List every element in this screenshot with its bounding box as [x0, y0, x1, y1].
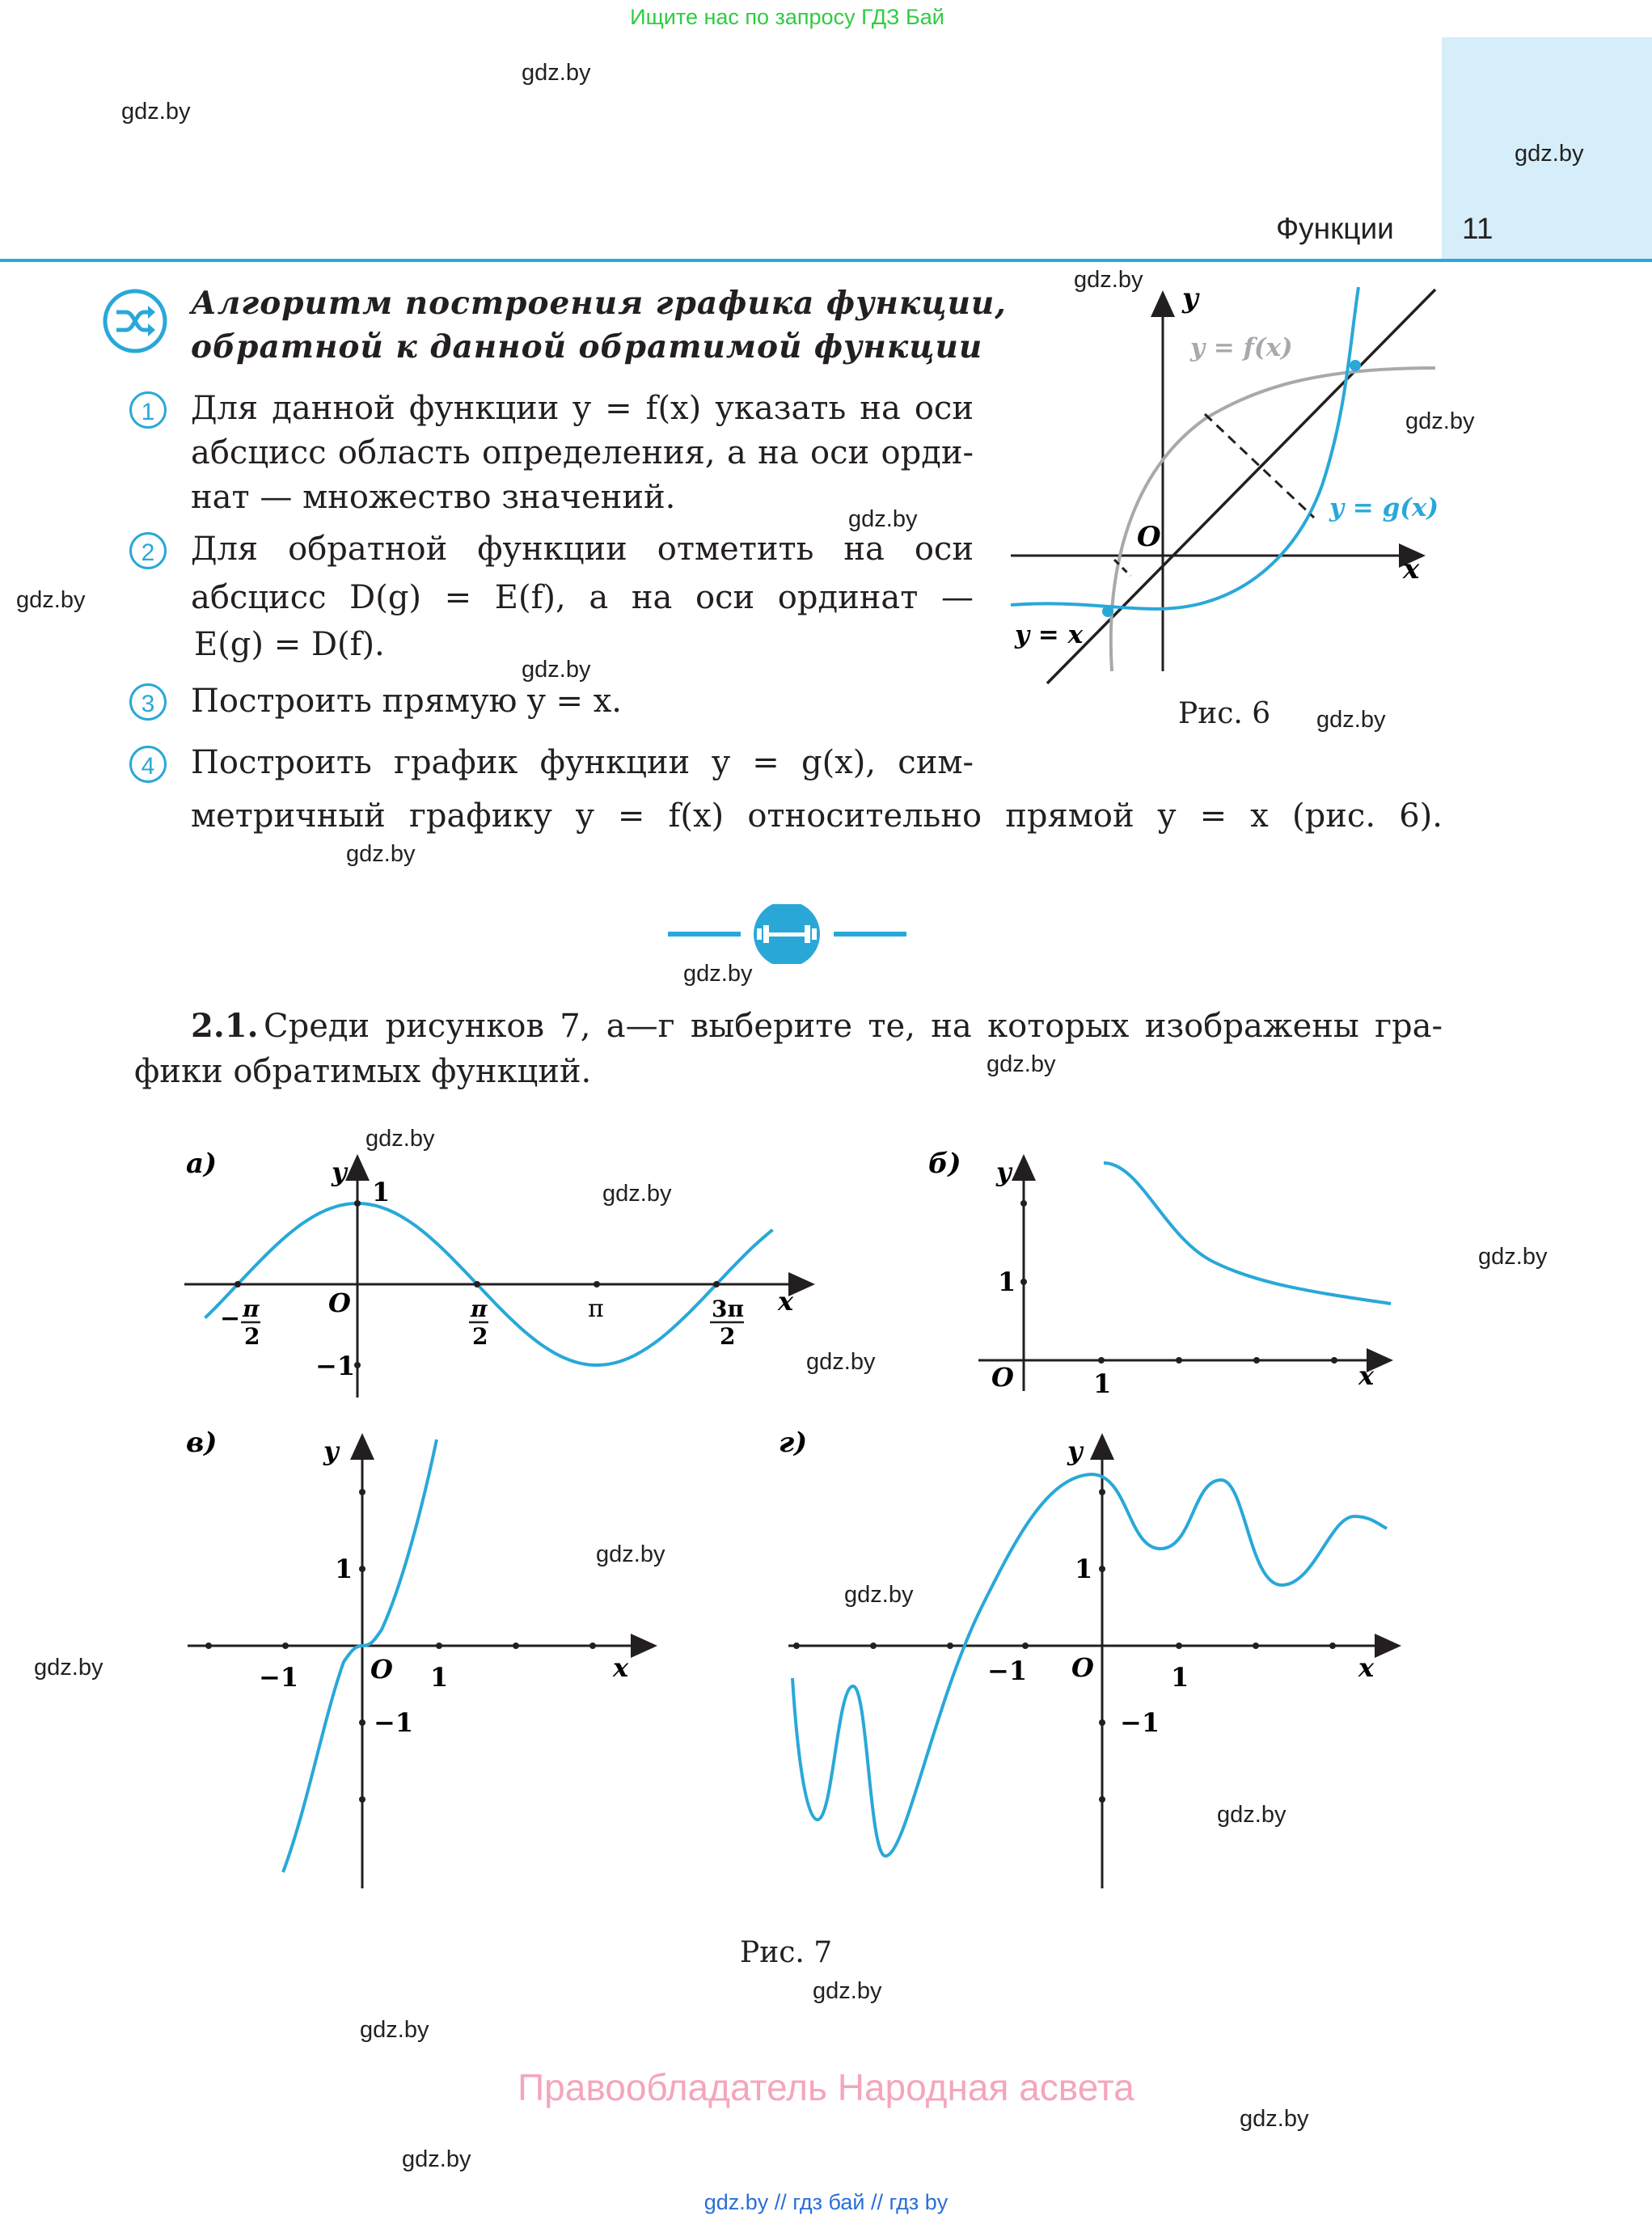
exercise-text: Среди рисунков 7, а—г выберите те, на которых изображены гра-	[264, 1008, 1443, 1045]
watermark: gdz.by	[806, 1349, 876, 1375]
panel-label: г)	[779, 1427, 808, 1459]
tick-1: 1	[372, 1177, 391, 1207]
tick-minus-1-y: −1	[1120, 1707, 1160, 1738]
tick-1-y: 1	[998, 1266, 1016, 1297]
tick-pi: π	[588, 1295, 604, 1323]
origin-label: O	[328, 1287, 351, 1318]
curve-g	[1011, 287, 1358, 609]
step-number: 3	[129, 683, 167, 721]
origin-label: O	[1071, 1652, 1094, 1683]
label-y-eq-x: y = x	[1015, 620, 1084, 649]
watermark: gdz.by	[365, 1126, 435, 1152]
y-label: y	[332, 1156, 347, 1187]
tick-minus-1: −1	[315, 1351, 356, 1381]
copyright-notice: Правообладатель Народная асвета	[518, 2066, 1134, 2108]
figure-7-caption: Рис. 7	[740, 1936, 833, 1969]
tick-1-y: 1	[335, 1554, 353, 1584]
tick	[354, 1362, 361, 1368]
tick-1-x: 1	[1093, 1368, 1112, 1399]
intersection-point	[1350, 360, 1361, 371]
origin-label: O	[370, 1654, 393, 1685]
watermark: gdz.by	[1515, 141, 1584, 167]
frac-num: 3π	[712, 1296, 744, 1322]
frac-den: 2	[720, 1323, 736, 1350]
step-text: Построить график функции y = g(x), сим-	[191, 744, 974, 781]
tick	[354, 1200, 361, 1207]
figure-6	[1003, 275, 1456, 696]
watermark: gdz.by	[360, 2017, 429, 2043]
step-text: E(g) = D(f).	[194, 626, 385, 663]
step-text: нат — множество значений.	[191, 479, 676, 516]
running-header: Функции	[1276, 212, 1394, 245]
watermark: gdz.by	[16, 587, 86, 613]
dumbbell-icon	[668, 904, 911, 964]
step-number: 2	[129, 532, 167, 569]
tick-1-x: 1	[430, 1662, 449, 1693]
panel-label: в)	[186, 1427, 218, 1459]
algorithm-title: Алгоритм построения графика функции, обратной к данной обратимой функции	[191, 285, 1007, 366]
tick-minus-1-y: −1	[374, 1707, 414, 1738]
figure-7g	[772, 1419, 1419, 1896]
watermark: gdz.by	[602, 1181, 672, 1207]
x-label: x	[1358, 1360, 1375, 1391]
watermark: gdz.by	[121, 99, 191, 125]
origin-label: O	[1137, 521, 1161, 553]
watermark: gdz.by	[402, 2146, 471, 2172]
panel-label: б)	[928, 1148, 961, 1180]
step-text: абсцисс область определения, а на оси орди-	[191, 434, 974, 471]
watermark: gdz.by	[844, 1582, 914, 1608]
watermark: gdz.by	[522, 657, 591, 683]
step-text: Для обратной функции отметить на оси	[191, 531, 974, 568]
watermark: gdz.by	[1405, 408, 1475, 434]
watermark: gdz.by	[813, 1978, 882, 2004]
step-text: абсцисс D(g) = E(f), а на оси ординат —	[191, 579, 974, 616]
tick-minus-1-x: −1	[987, 1655, 1028, 1686]
figure-6-caption: Рис. 6	[1178, 697, 1271, 730]
top-search-note: Ищите нас по запросу ГДЗ Бай	[630, 5, 944, 29]
x-axis-label: x	[1403, 553, 1420, 586]
y-label: y	[323, 1435, 339, 1466]
step-number: 4	[129, 746, 167, 783]
step-text: метричный графику y = f(x) относительно прямой y = x (рис. 6).	[191, 797, 1443, 835]
exercise-number: 2.1.	[191, 1007, 259, 1045]
frac-num: π	[243, 1296, 260, 1322]
footer-links[interactable]: gdz.by // гдз бай // гдз by	[703, 2190, 949, 2214]
y-axis-label: y	[1182, 282, 1198, 315]
intersection-point	[1102, 606, 1113, 617]
figure-7b	[922, 1140, 1423, 1407]
frac-num: π	[471, 1296, 488, 1322]
shuffle-icon	[102, 288, 168, 354]
step-text: Для данной функции y = f(x) указать на оси	[191, 390, 974, 427]
step-number: 1	[129, 391, 167, 429]
panel-label: а)	[186, 1148, 218, 1180]
watermark: gdz.by	[1240, 2106, 1309, 2132]
watermark: gdz.by	[346, 841, 416, 867]
exercise-text: фики обратимых функций.	[134, 1053, 592, 1090]
watermark: gdz.by	[1217, 1802, 1287, 1828]
watermark: gdz.by	[848, 506, 918, 532]
tick	[234, 1281, 241, 1287]
tick-minus: −	[220, 1304, 241, 1333]
tick	[713, 1281, 720, 1287]
tick-1-y: 1	[1075, 1554, 1093, 1584]
curve-cubic	[283, 1440, 437, 1872]
x-label: x	[613, 1652, 629, 1683]
frac-den: 2	[472, 1323, 488, 1350]
watermark: gdz.by	[34, 1655, 104, 1681]
figure-7a	[170, 1140, 833, 1407]
tick	[474, 1281, 480, 1287]
tick-minus-1-x: −1	[259, 1662, 299, 1693]
y-label: y	[996, 1156, 1012, 1187]
step-text: Построить прямую y = x.	[191, 683, 622, 720]
header-rule	[0, 259, 1652, 262]
tick	[594, 1281, 600, 1287]
x-label: x	[778, 1286, 794, 1317]
frac-den: 2	[244, 1323, 260, 1350]
figure-7v	[170, 1419, 671, 1896]
watermark: gdz.by	[522, 60, 591, 86]
watermark: gdz.by	[1478, 1244, 1548, 1270]
watermark: gdz.by	[987, 1051, 1056, 1077]
origin-label: O	[991, 1362, 1014, 1393]
x-label: x	[1358, 1652, 1375, 1683]
watermark: gdz.by	[596, 1541, 665, 1567]
label-g: y = g(x)	[1329, 493, 1439, 522]
tick-1-x: 1	[1171, 1662, 1189, 1693]
y-label: y	[1067, 1435, 1083, 1466]
label-f: y = f(x)	[1190, 333, 1293, 362]
curve-decreasing	[1104, 1163, 1391, 1304]
watermark: gdz.by	[1316, 707, 1386, 733]
watermark: gdz.by	[683, 961, 753, 987]
watermark: gdz.by	[1074, 267, 1143, 293]
page-number: 11	[1462, 212, 1494, 245]
